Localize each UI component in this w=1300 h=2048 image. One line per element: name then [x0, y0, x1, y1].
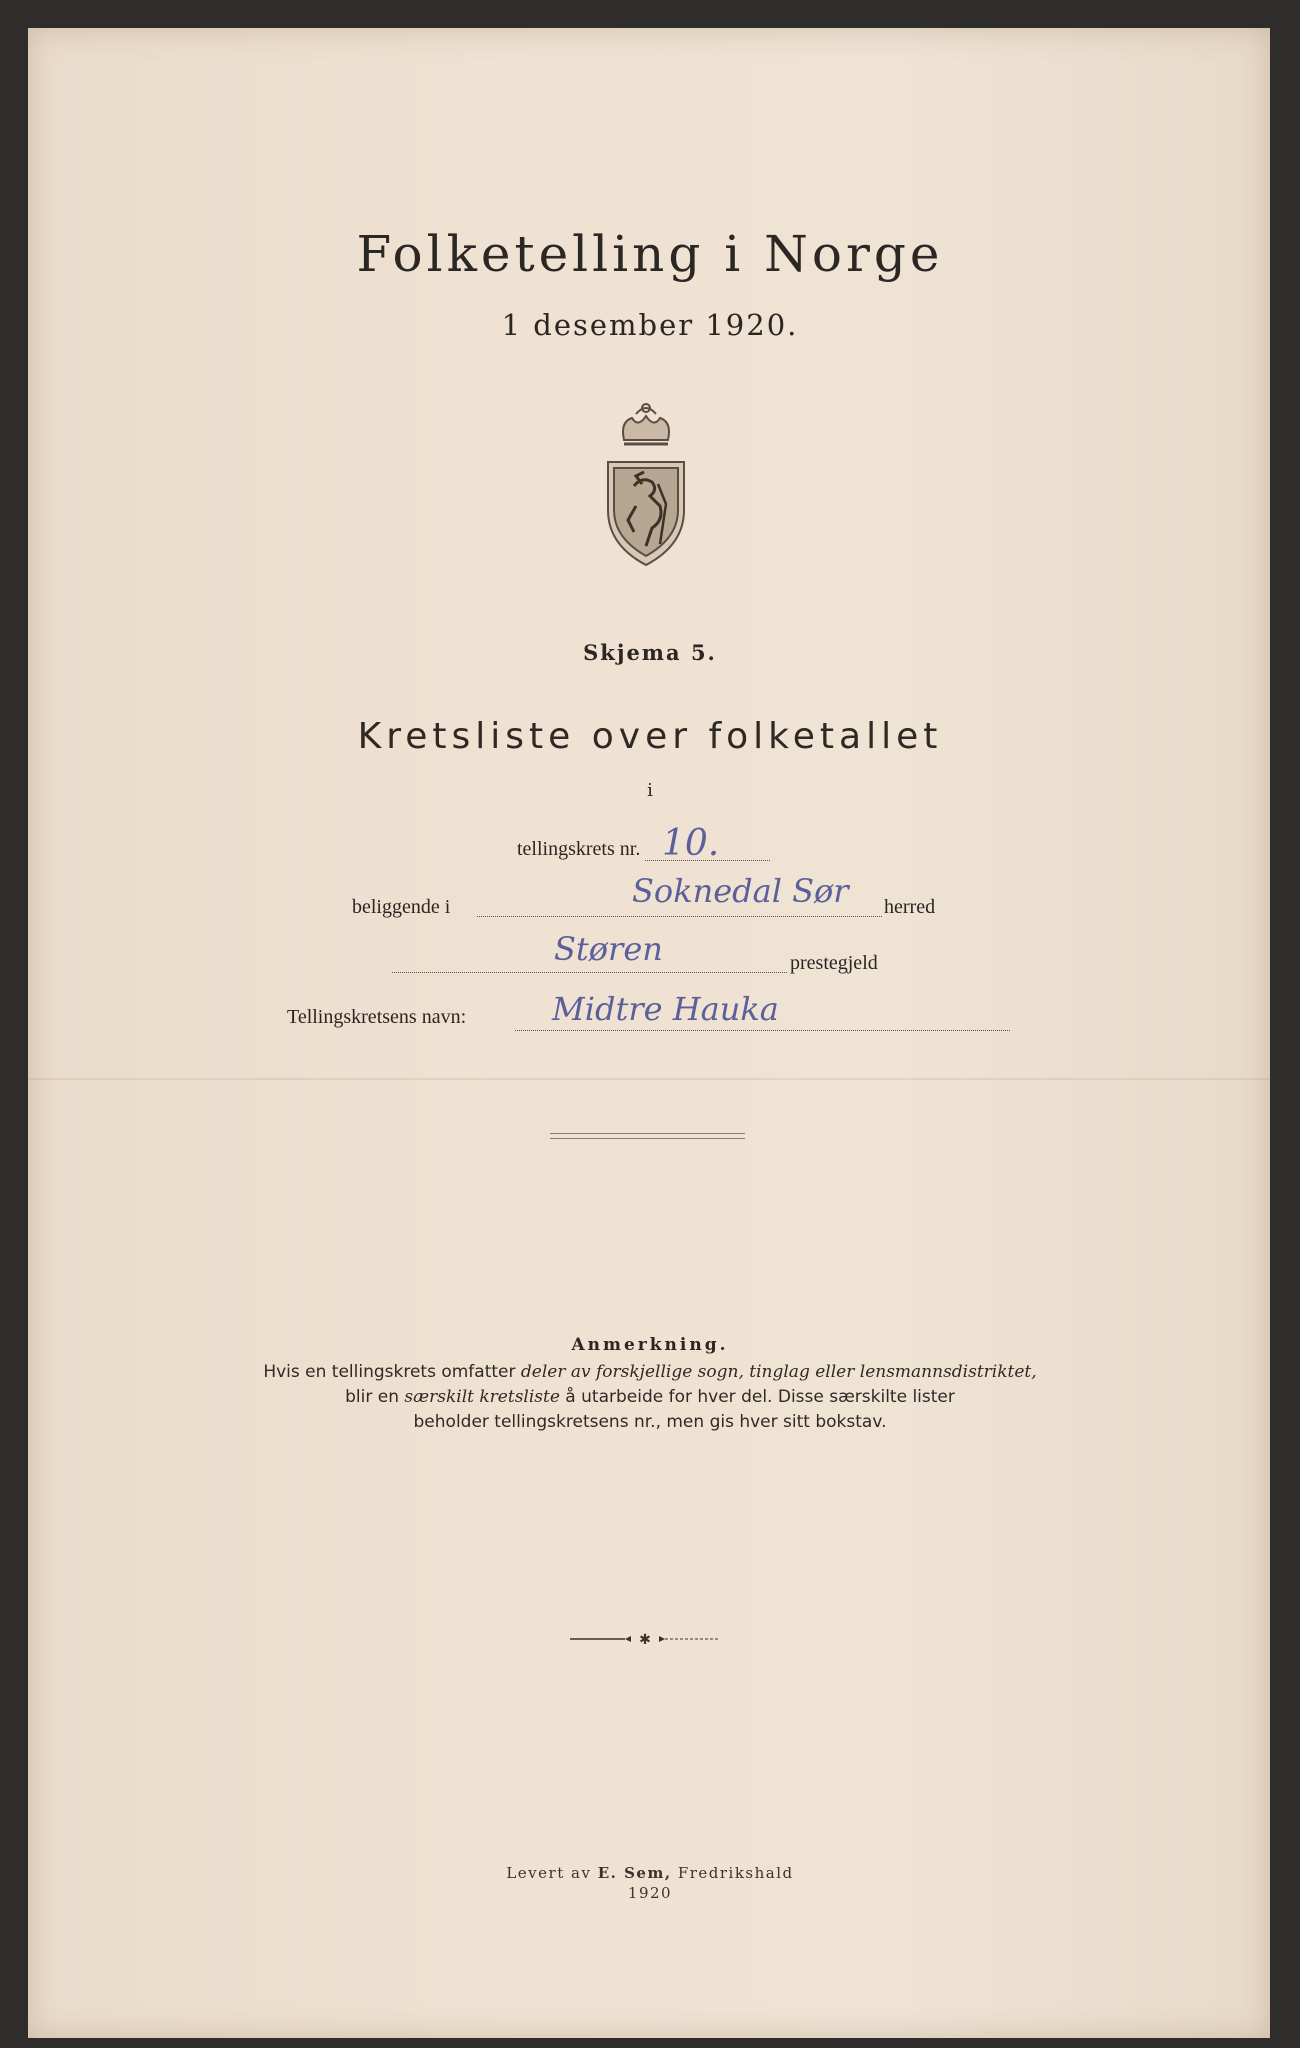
note-line-2 [0, 1387, 1300, 1407]
divider-rule [550, 1133, 745, 1139]
krets-value: 10. [662, 823, 720, 864]
navn-dotline [515, 1030, 1010, 1031]
note-title: Anmerkning. [571, 1335, 729, 1355]
note-line-2-text-a: blir en [345, 1387, 405, 1407]
connector-i: i [647, 780, 653, 801]
paper-fold [28, 1078, 1270, 1080]
krets-label: tellingskrets nr. [517, 838, 641, 860]
prestegjeld-dotline [392, 972, 787, 973]
form-heading: Kretsliste over folketallet [357, 716, 943, 757]
prestegjeld-label: prestegjeld [790, 952, 878, 974]
belig-value: Soknedal Sør [632, 872, 849, 910]
note-line-3: beholder tellingskretsens nr., men gis hver sitt bokstav. [413, 1412, 887, 1432]
svg-text:✱: ✱ [639, 1632, 651, 1647]
note-line-2-text-c: å utarbeide for hver del. Disse særskilte lister [559, 1387, 955, 1407]
printer-place: Fredrikshald [671, 1864, 794, 1882]
document-title: Folketelling i Norge [356, 225, 944, 283]
prestegjeld-value: Støren [554, 930, 663, 968]
census-date: 1 desember 1920. [501, 308, 799, 342]
printer-prefix: Levert av [506, 1864, 598, 1882]
note-line-2-italic: særskilt kretsliste [404, 1387, 560, 1407]
belig-label: beliggende i [352, 896, 451, 918]
navn-value: Midtre Hauka [552, 990, 779, 1028]
printer-year: 1920 [627, 1884, 673, 1902]
norwegian-coat-of-arms-icon [596, 400, 696, 570]
belig-dotline [477, 916, 882, 917]
note-line-1-italic: deler av forskjellige sogn, tinglag eller lensmannsdistriktet, [520, 1362, 1037, 1382]
navn-label: Tellingskretsens navn: [287, 1006, 467, 1028]
printer-line [0, 1864, 1300, 1882]
note-line-1 [0, 1362, 1300, 1382]
ornament-divider-icon [570, 1631, 720, 1647]
note-line-1-text: Hvis en tellingskrets omfatter [263, 1362, 521, 1382]
schema-number: Skjema 5. [583, 640, 717, 665]
printer-name: E. Sem, [597, 1864, 672, 1882]
herred-label: herred [884, 896, 936, 918]
